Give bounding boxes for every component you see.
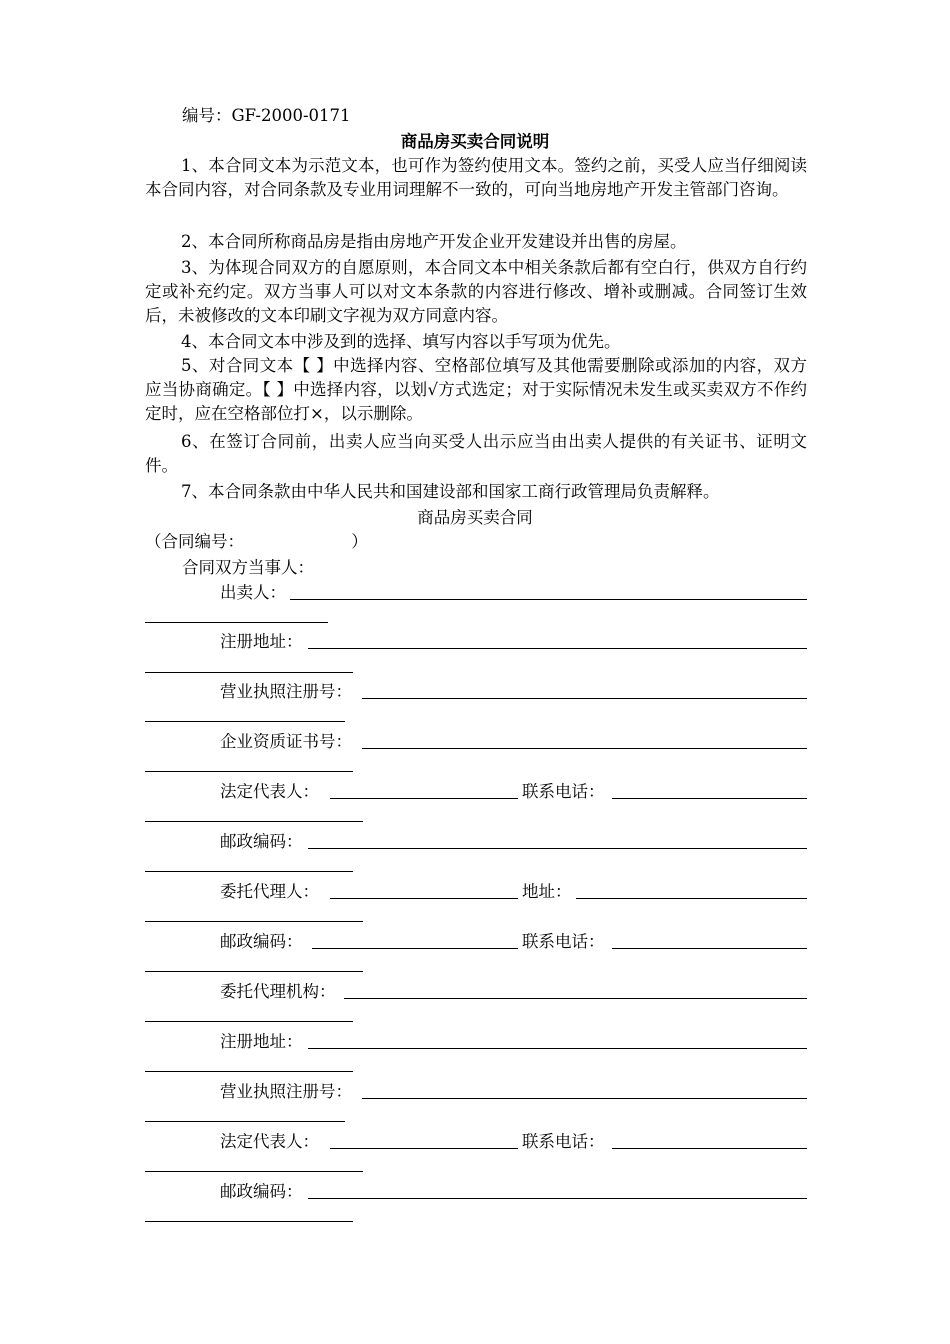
postcode-field-continuation[interactable]: [145, 871, 353, 872]
license-field-continuation[interactable]: [145, 721, 345, 722]
instruction-paragraph: 3、为体现合同双方的自愿原则，本合同文本中相关条款后都有空白行，供双方自行约定或补充约定。双方当事人可以对文本条款的内容进行修改、增补或删减。合同签订生效后，未被修改的文本印刷文字视为双方同意内容。: [145, 258, 807, 325]
qualification-label: 企业资质证书号：: [220, 732, 352, 751]
postcode-field[interactable]: [312, 948, 518, 949]
phone-label: 联系电话：: [522, 1132, 605, 1151]
reg-address-field[interactable]: [308, 1048, 807, 1049]
qualification-field[interactable]: [362, 748, 807, 749]
contract-number: （合同编号： ）: [145, 532, 368, 551]
legal-rep-label: 法定代表人：: [220, 782, 319, 801]
qualification-field-continuation[interactable]: [145, 771, 353, 772]
instruction-paragraph: 7、本合同条款由中华人民共和国建设部和国家工商行政管理局负责解释。: [181, 482, 720, 501]
legal-rep-field[interactable]: [330, 798, 518, 799]
phone-label: 联系电话：: [522, 782, 605, 801]
instruction-paragraph: 1、本合同文本为示范文本，也可作为签约使用文本。签约之前，买受人应当仔细阅读本合同内容，对合同条款及专业用词理解不一致的，可向当地房地产开发主管部门咨询。: [145, 156, 807, 199]
agency-field-continuation[interactable]: [145, 1021, 353, 1022]
seller-field-continuation[interactable]: [145, 622, 328, 623]
license-field[interactable]: [362, 1098, 807, 1099]
address-field-continuation[interactable]: [145, 921, 363, 922]
postcode-label: 邮政编码：: [220, 932, 303, 951]
reg-address-field-continuation[interactable]: [145, 1071, 353, 1072]
seller-label: 出卖人：: [220, 583, 286, 602]
instruction-paragraph: 4、本合同文本中涉及到的选择、填写内容以手写项为优先。: [181, 332, 621, 351]
phone-field-continuation[interactable]: [145, 971, 363, 972]
seller-field[interactable]: [290, 599, 807, 600]
address-field[interactable]: [576, 898, 807, 899]
postcode-field[interactable]: [308, 848, 807, 849]
reg-address-field-continuation[interactable]: [145, 672, 353, 673]
license-label: 营业执照注册号：: [220, 682, 352, 701]
instruction-paragraph: 6、在签订合同前，出卖人应当向买受人出示应当由出卖人提供的有关证书、证明文件。: [145, 432, 807, 475]
postcode-label: 邮政编码：: [220, 832, 303, 851]
document-serial: 编号：GF-2000-0171: [182, 106, 351, 125]
instruction-paragraph: 2、本合同所称商品房是指由房地产开发企业开发建设并出售的房屋。: [181, 232, 687, 251]
agent-label: 委托代理人：: [220, 882, 319, 901]
reg-address-label: 注册地址：: [220, 1032, 303, 1051]
contract-title: 商品房买卖合同: [417, 508, 533, 527]
address-label: 地址：: [522, 882, 572, 901]
phone-field-continuation[interactable]: [145, 821, 363, 822]
postcode-field-continuation[interactable]: [145, 1221, 353, 1222]
agent-field[interactable]: [330, 898, 518, 899]
license-label: 营业执照注册号：: [220, 1082, 352, 1101]
reg-address-label: 注册地址：: [220, 632, 303, 651]
phone-field[interactable]: [612, 1148, 807, 1149]
agency-field[interactable]: [344, 998, 807, 999]
instructions-title: 商品房买卖合同说明: [400, 132, 550, 151]
phone-field-continuation[interactable]: [145, 1171, 363, 1172]
phone-field[interactable]: [612, 948, 807, 949]
postcode-field[interactable]: [308, 1198, 807, 1199]
reg-address-field[interactable]: [308, 648, 807, 649]
phone-field[interactable]: [612, 798, 807, 799]
parties-label: 合同双方当事人：: [182, 558, 314, 577]
license-field-continuation[interactable]: [145, 1121, 345, 1122]
phone-label: 联系电话：: [522, 932, 605, 951]
postcode-label: 邮政编码：: [220, 1182, 303, 1201]
agency-label: 委托代理机构：: [220, 982, 336, 1001]
license-field[interactable]: [362, 698, 807, 699]
legal-rep-label: 法定代表人：: [220, 1132, 319, 1151]
legal-rep-field[interactable]: [330, 1148, 518, 1149]
instruction-paragraph: 5、对合同文本【 】中选择内容、空格部位填写及其他需要删除或添加的内容，双方应当协商确定。【 】中选择内容，以划√方式选定；对于实际情况未发生或买卖双方不作约定时，应在空格部位打×，以示删除。: [145, 356, 807, 423]
